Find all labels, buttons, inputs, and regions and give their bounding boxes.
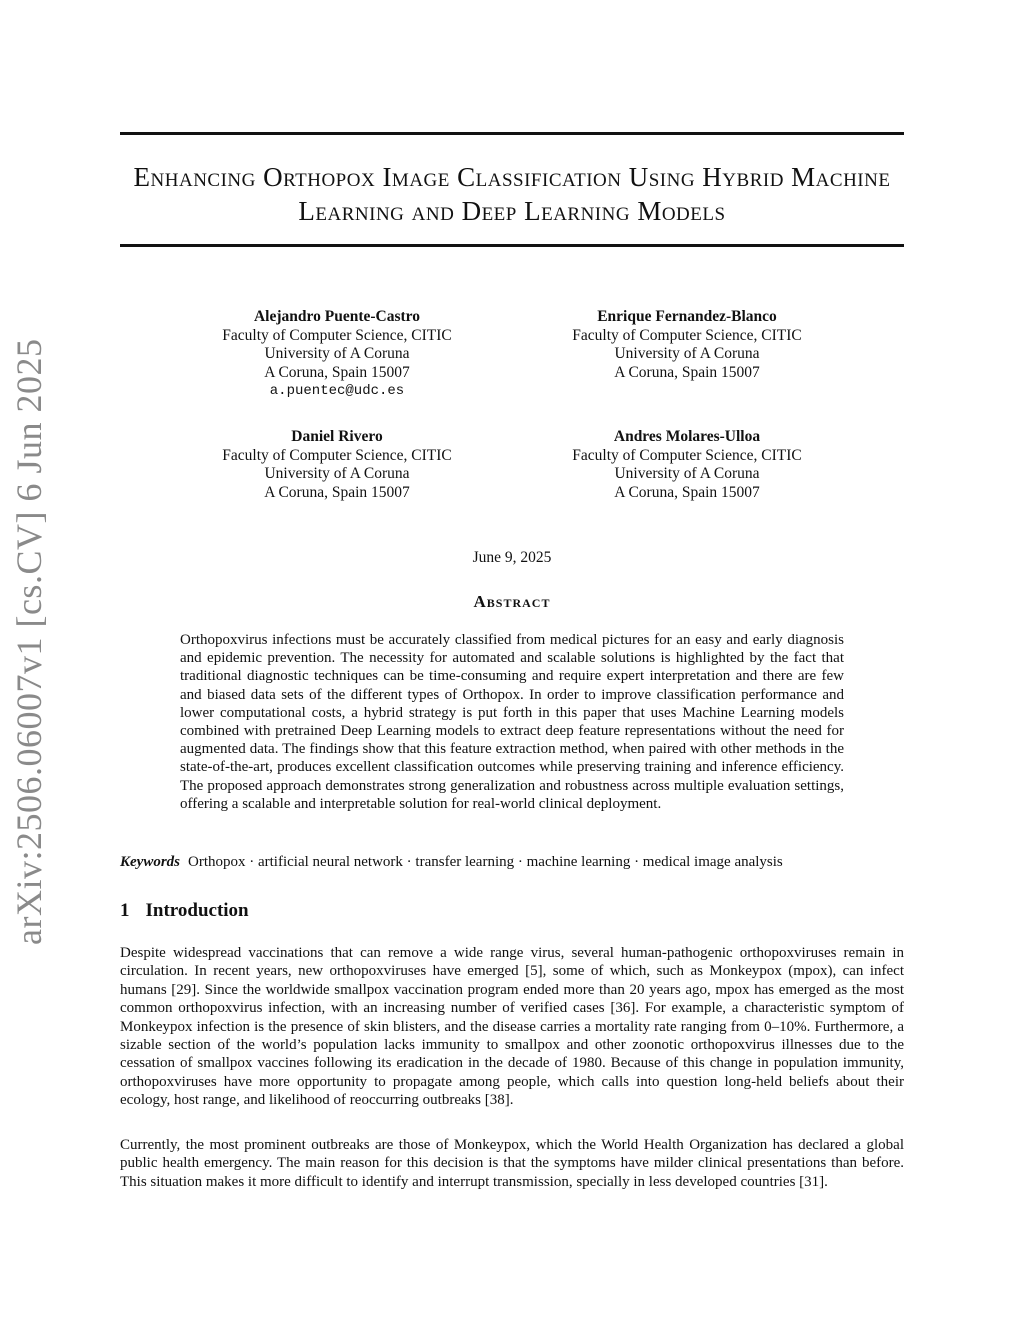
author-email[interactable]: a.puentec@udc.es: [269, 383, 405, 399]
author-name: Alejandro Puente-Castro: [253, 308, 421, 325]
body-paragraph: Despite widespread vaccinations that can remove a wide range virus, several human-pathogenic orthopoxviruses remain in circulation. In recent years, new orthopoxviruses have emerged [5], some of which, such as Monkeypox (mpox), can infect humans [29]. Since the worldwide smallpox vaccination program ended more than 20 years ago, mpox has emerged as the most common orthopoxvirus infection, with an increasing number of verified cases [36]. For example, a characteristic symptom of Monkeypox infection is the presence of skin blisters, and the disease carries a mortality rate ranging from 0–10%. Furthermore, a sizable section of the world’s population lacks immunity to smallpox and other zoonotic orthopoxvirus illnesses due to the cessation of smallpox vaccines following its eradication in the decade of 1980. Because of this change in population immunity, orthopoxviruses have more opportunity to propagate among people, which calls into question long-held beliefs about their ecology, host range, and likelihood of reoccurring outbreaks [38].: [120, 945, 904, 1109]
abstract-heading: Abstract: [473, 592, 551, 611]
author-affiliation: Faculty of Computer Science, CITIC: [222, 326, 452, 344]
author-university: University of A Coruna: [264, 465, 410, 482]
publication-date: June 9, 2025: [472, 549, 552, 566]
author-affiliation: Faculty of Computer Science, CITIC: [572, 446, 802, 464]
section-number: 1: [120, 900, 130, 921]
keywords-line: [120, 854, 904, 871]
title-rule-bottom: [120, 244, 904, 247]
author-block: [537, 308, 837, 382]
author-block: [537, 428, 837, 502]
title-rule-top: [120, 132, 904, 135]
author-name: Enrique Fernandez-Blanco: [597, 308, 777, 325]
abstract-text: Orthopoxvirus infections must be accurately classified from medical pictures for an easy and early diagnosis and epidemic prevention. The necessity for automated and scalable solutions is highlighted by the fact that traditional diagnostic techniques can be time-consuming and require expert interpretation and there are few and biased data sets of the different types of Orthopox. In order to improve classification performance and lower computational costs, a hybrid strategy is put forth in this paper that uses Machine Learning models combined with pretrained Deep Learning models to extract deep feature representations without the need for augmented data. The findings show that this feature extraction method, when paired with other methods in the state-of-the-art, produces excellent classification outcomes while preserving training and inference efficiency. The proposed approach demonstrates strong generalization and robustness across multiple evaluation settings, offering a scalable and interpretable solution for real-world clinical deployment.: [180, 632, 844, 812]
author-location: A Coruna, Spain 15007: [264, 363, 410, 381]
arxiv-identifier: arXiv:2506.06007v1 [cs.CV] 6 Jun 2025: [9, 338, 49, 945]
author-location: A Coruna, Spain 15007: [614, 363, 760, 381]
paper-title: Enhancing Orthopox Image Classification Using Hybrid Machine Learning and Deep Learning Models: [133, 162, 891, 226]
keywords-text: Orthopox · artificial neural network · transfer learning · machine learning · medical image analysis: [188, 854, 783, 870]
author-name: Daniel Rivero: [291, 428, 383, 445]
author-location: A Coruna, Spain 15007: [264, 483, 410, 501]
author-affiliation: Faculty of Computer Science, CITIC: [222, 446, 452, 464]
author-university: University of A Coruna: [614, 345, 760, 362]
author-affiliation: Faculty of Computer Science, CITIC: [572, 326, 802, 344]
author-university: University of A Coruna: [264, 345, 410, 362]
author-block: [187, 308, 487, 401]
author-block: [187, 428, 487, 502]
author-location: A Coruna, Spain 15007: [614, 483, 760, 501]
section-title: Introduction: [145, 900, 249, 921]
section-heading: [120, 900, 249, 922]
author-name: Andres Molares-Ulloa: [613, 428, 761, 445]
author-university: University of A Coruna: [614, 465, 760, 482]
body-paragraph: Currently, the most prominent outbreaks are those of Monkeypox, which the World Health Organization has declared a global public health emergency. The main reason for this decision is that the symptoms have milder clinical presentations than before. This situation makes it more difficult to identify and interrupt transmission, specially in less developed countries [31].: [120, 1137, 904, 1190]
keywords-label: Keywords: [120, 854, 180, 870]
